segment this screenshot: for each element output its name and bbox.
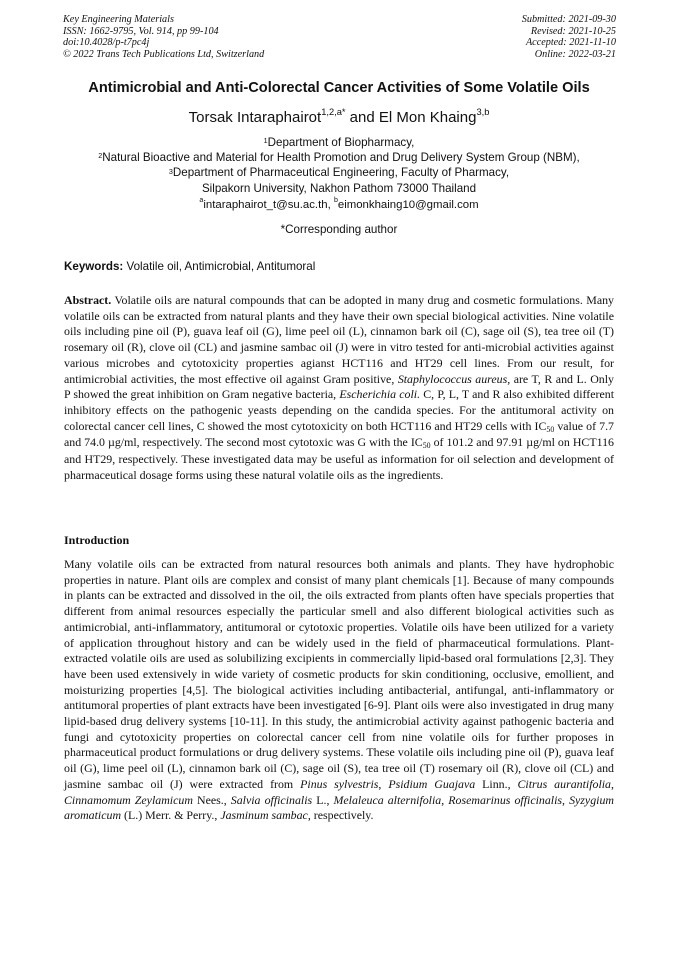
body-text: (L.) Merr. & Perry., [121,808,221,823]
abstract-text: Volatile oils are natural compounds that can be adopted in many drug and cosmetic formulations. Many volatile oils can be extracted from natural plants and they have their own special biological activities. Nine volatile oils including pine oil (P), guava leaf oil (G), lime peel oil (L), cinnamon bark oil (C), sage oil (S), tea tree oil (T) rosemary oil (R), clove oil (CL) and jasmine sambac oil (J) were in vitro tested for anti-microbial activities against various microbes and cytotoxicity properties agianst HCT116 and HT29 cell lines. From our result, for antimicrobial activities, the most effective oil against Gram positive, [64,293,614,386]
species-name: Cinnamomum Zeylamicum [64,792,193,807]
affiliation-line [40,135,638,150]
abstract-text: value of 7.7 and 74.0 µg/ml, respectively. The second most cytotoxic was G with the IC [64,418,614,450]
affil-text: Department of Biopharmacy, [267,136,415,149]
species-name: Citrus aurantifolia [517,776,611,791]
species-name: Pinus sylvestris [300,776,379,791]
species-name: Escherichia coli. [339,387,421,402]
journal-name: Key Engineering Materials [63,14,174,25]
body-text: , [562,792,570,807]
affiliation-line [40,165,638,180]
abstract-text: of 101.2 and 97.91 µg/ml on HCT116 and HT29, respectively. These investigated data may be useful as information for oil selection and development of pharmaceutical dosage forms using these natural volatile oils as the ingredients. [64,435,615,482]
date-submitted: Submitted: 2021-09-30 [521,14,616,25]
subscript: 50 [546,424,555,434]
body-text: , [378,776,389,791]
affil-marker: 3 [168,166,173,176]
body-text: , [611,776,614,791]
subscript: 50 [422,441,431,451]
author-conjunction: and [345,109,379,126]
species-name: Syzygium aromaticum [64,792,614,823]
journal-info [63,14,264,60]
keywords-label: Keywords: [64,260,124,273]
author-list [40,106,638,126]
section-heading-introduction: Introduction [64,533,130,547]
species-name: Melaleuca alternifolia [333,792,442,807]
publication-dates [522,14,616,60]
body-text: Many volatile oils can be extracted from natural resources both animals and plants. They have hydrophobic properties in nature. Plant oils are complex and consist of many plant chemicals [1]. Because of many compounds in plants can be extracted and dissolved in the oil, the oils extracted from plants often have specials properties that different from animal resources especially the particular smell and also different biological activities such as antimicrobial, anti-inflammatory, antitumoral or cytotoxic properties. Volatile oils have been utilized for a variety of application throughout history and can be widely used in the field of pharmaceutical formulations. Plant-extracted volatile oils are used as solubilizing excipients in commercially lipid-based oral formulations [2,3]. They have been used extensively in wide variety of cosmetic products for skin conditioning, occlusive, emollient, and moisturizing properties [4,5]. The biological activities including antibacterial, antifungal, anti-inflammatory or antitumoral properties of plant extracts have been investigated [6-9]. Plant oils were also investigated in drug many lipid-based drug delivery systems [10-11]. In this study, the antimicrobial activity against pathogenic bacteria and fungi and cytotoxicity properties on colorectal cancer cell from nine volatile oils for further proposes in pharmaceutical product formulations or drug delivery systems. These volatile oils including pine oil (P), guava leaf oil (G), lime peel oil (L), cinnamon bark oil (C), sage oil (S), tea tree oil (T) rosemary oil (R), clove oil (CL) and jasmine sambac oil (J) were extracted from [64,557,614,791]
journal-copyright: © 2022 Trans Tech Publications Ltd, Switzerland [63,48,265,60]
abstract-text: , are T, R and L. Only P showed the great inhibition on Gram negative bacteria, [64,371,615,402]
body-text: , respectively. [307,808,374,823]
affiliation-line [40,150,638,165]
author-emails [40,199,638,211]
journal-issn: ISSN: 1662-9795, Vol. 914, pp 99-104 [63,25,219,37]
species-name: Jasminum sambac [220,808,308,823]
affil-text: Department of Pharmaceutical Engineering, Faculty of Pharmacy, [172,166,510,180]
date-online: Online: 2022-03-21 [534,48,616,60]
email-marker: b [333,197,338,205]
affiliations [40,135,638,196]
body-text: Linn., [475,776,518,791]
affil-marker: 2 [98,151,103,161]
keywords-text: Volatile oil, Antimicrobial, Antitumoral [123,260,316,273]
author-name: El Mon Khaing [378,109,477,126]
journal-doi: doi:10.4028/p-t7pc4j [63,37,150,49]
body-text: L., [312,792,334,807]
author-affil-marker: 3,b [476,106,490,117]
paper-title: Antimicrobial and Anti-Colorectal Cancer Activities of Some Volatile Oils [88,80,590,96]
affiliation-line: Silpakorn University, Nakhon Pathom 73000 Thailand [201,181,477,195]
affil-text: Natural Bioactive and Material for Health Promotion and Drug Delivery System Group (NBM), [102,151,580,165]
abstract-label: Abstract. [64,293,112,307]
affil-marker: 1 [263,136,268,146]
body-text: Nees., [192,792,231,807]
author-affil-marker: 1,2,a* [321,106,346,117]
abstract-text: C, P, L, T and R also exhibited different inhibitory effects on the pathogenic yeasts depending on the candida species. For the antitumoral activity on colorectal cancer cell lines, C showed the most cytotoxicity on both HCT116 and HT29 cells with IC [64,387,614,433]
species-name: Salvia officinalis [230,792,313,807]
email-link[interactable]: intaraphairot_t@su.ac.th, [203,199,334,211]
date-accepted: Accepted: 2021-11-10 [525,37,616,49]
abstract [64,293,614,483]
keywords [64,260,624,273]
email-link[interactable]: eimonkhaing10@gmail.com [337,199,479,211]
species-name: Psidium Guajava [388,776,476,791]
species-name: Staphylococcus aureus [397,371,508,386]
species-name: Rosemarinus officinalis [448,792,563,807]
email-marker: a [199,197,204,205]
introduction-paragraph [64,557,614,824]
author-name: Torsak Intaraphairot [188,109,322,126]
date-revised: Revised: 2021-10-25 [530,25,616,37]
corresponding-author-note: *Corresponding author [280,223,398,236]
body-text: , [441,792,449,807]
